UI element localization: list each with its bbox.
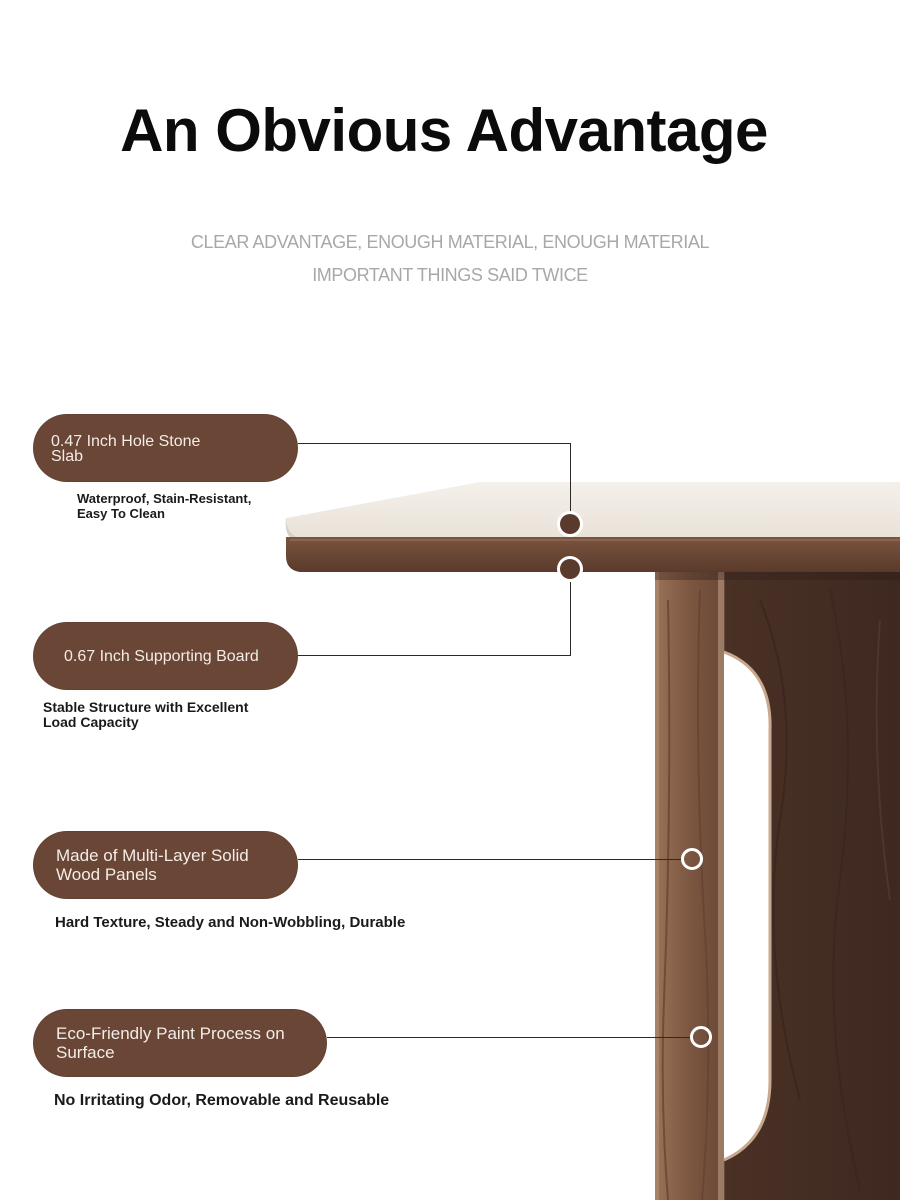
feature-desc-line1: No Irritating Odor, Removable and Reusable bbox=[54, 1092, 390, 1109]
leader-line-supporting-board-v bbox=[570, 569, 571, 655]
callout-ring-solid-wood bbox=[681, 848, 703, 870]
leader-line-eco-paint bbox=[327, 1037, 690, 1038]
feature-label-solid-wood bbox=[33, 831, 298, 899]
feature-desc-line2: Easy To Clean bbox=[77, 506, 165, 521]
feature-label-line1: Made of Multi-Layer Solid bbox=[56, 846, 249, 865]
feature-label-line2: Wood Panels bbox=[56, 865, 157, 884]
feature-desc-stone-slab bbox=[77, 491, 251, 521]
page-title: An Obvious Advantage bbox=[120, 97, 768, 164]
feature-label-line1: 0.67 Inch Supporting Board bbox=[64, 647, 259, 665]
leader-line-stone-slab-h bbox=[298, 443, 571, 444]
feature-desc-line1: Hard Texture, Steady and Non-Wobbling, Durable bbox=[55, 914, 406, 931]
feature-label-eco-paint bbox=[33, 1009, 327, 1077]
feature-label-supporting-board bbox=[33, 622, 298, 690]
feature-desc-solid-wood bbox=[55, 914, 405, 931]
leg-front-panel bbox=[655, 572, 725, 1200]
callout-dot-supporting-board bbox=[560, 559, 580, 579]
feature-desc-line1: Stable Structure with Excellent bbox=[43, 699, 249, 715]
feature-desc-supporting-board bbox=[43, 700, 248, 730]
feature-desc-eco-paint bbox=[54, 1092, 389, 1110]
page-subtitle-line2: IMPORTANT THINGS SAID TWICE bbox=[312, 265, 588, 285]
feature-label-stone-slab bbox=[33, 414, 298, 482]
leader-line-supporting-board-h bbox=[298, 655, 571, 656]
leader-line-stone-slab-v bbox=[570, 443, 571, 523]
feature-desc-line1: Waterproof, Stain-Resistant, bbox=[77, 491, 252, 506]
feature-label-line1: Eco-Friendly Paint Process on bbox=[56, 1024, 285, 1043]
stone-slab bbox=[286, 482, 900, 538]
supporting-board bbox=[286, 537, 900, 572]
feature-label-line1: 0.47 Inch Hole Stone bbox=[51, 433, 201, 450]
callout-dot-stone-slab bbox=[560, 514, 580, 534]
leg-cutout bbox=[724, 652, 770, 1160]
callout-ring-eco-paint bbox=[690, 1026, 712, 1048]
feature-label-line2: Surface bbox=[56, 1043, 115, 1062]
leader-line-solid-wood bbox=[298, 859, 681, 860]
feature-label-line2: Slab bbox=[51, 448, 84, 465]
page-subtitle-line1: CLEAR ADVANTAGE, ENOUGH MATERIAL, ENOUGH MATERIAL bbox=[190, 232, 710, 252]
feature-desc-line2: Load Capacity bbox=[43, 714, 139, 730]
